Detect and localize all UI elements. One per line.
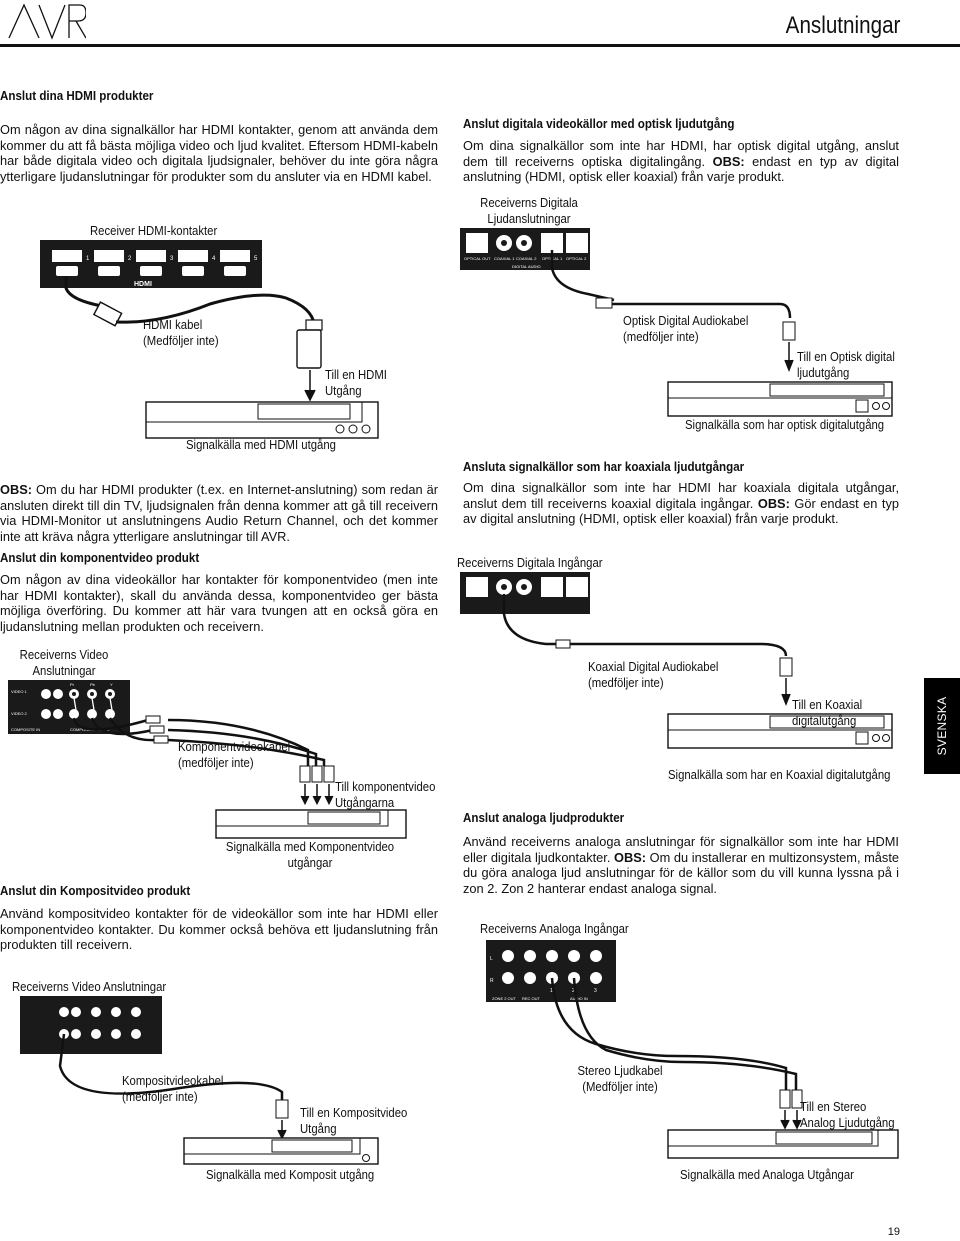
composite-to-label: Till en Kompositvideo Utgång — [300, 1106, 408, 1136]
component-label-component: COMPONENT VIDEO — [70, 727, 110, 732]
composite-heading: Anslut din Kompositvideo produkt — [0, 883, 191, 898]
composite-body: Använd kompositvideo kontakter för de videokällor som inte har HDMI eller komponentvideo kontakter. Du kommer också behöva ett ljudanslutning från produkten till receivern. — [0, 906, 438, 953]
composite-source-label: Signalkälla med Komposit utgång — [206, 1168, 375, 1182]
optical-source-label: Signalkälla som har optisk digitalutgång — [685, 418, 885, 432]
hdmi-port-number-4: 4 — [212, 256, 216, 262]
optical-label-optical1: OPTICAL 1 — [542, 256, 563, 261]
analog-label-l: L — [490, 956, 493, 962]
hdmi-heading: Anslut dina HDMI produkter — [0, 88, 154, 103]
obs-body: Om du har HDMI produkter (t.ex. en Internet-anslutning) som redan är ansluten direkt till din TV, ljudsignalen från denna kommer att gå till receivern via HDMI-Monitor ut anslutningens Audio Return Channel, och det kommer inte att kräva några ytterligare anslutningar till AVR. — [0, 482, 438, 544]
component-label-pr: Pr — [70, 682, 74, 687]
coax-body-b: Gör endast en typ av digital anslutning (HDMI, optisk eller koaxial) från varje produkt. — [463, 495, 900, 527]
analog-source-label: Signalkälla med Analoga Utgångar — [680, 1168, 854, 1182]
header-rule — [0, 44, 960, 47]
component-label-pb: Pb — [90, 682, 95, 687]
language-tab-label: SVENSKA — [935, 696, 949, 756]
composite-fig-receiver-label: Receiverns Video Anslutningar — [12, 980, 167, 994]
analog-label-2: 2 — [572, 988, 575, 994]
optical-label-optical2: OPTICAL 2 — [566, 256, 587, 261]
optical-body — [463, 138, 899, 185]
hdmi-to-label: Till en HDMI Utgång — [325, 368, 387, 398]
hdmi-port-number-2: 2 — [128, 256, 132, 262]
hdmi-port-number-3: 3 — [170, 256, 174, 262]
optical-body-a: Om dina signalkällor som inte har HDMI, har optisk digital utgång, anslut dem till receiverns optiska digitalingång. — [463, 138, 899, 169]
avr-logo — [6, 2, 86, 40]
hdmi-port-number-1: 1 — [86, 256, 90, 262]
component-label-composite: COMPOSITE IN — [11, 727, 41, 732]
obs-note — [0, 482, 438, 544]
coax-body — [463, 480, 899, 527]
analog-label-r: R — [490, 978, 494, 984]
hdmi-port-number-5: 5 — [254, 256, 258, 262]
component-body: Om någon av dina videokällor har kontakter för komponentvideo (men inte har HDMI kontakter), skall du använda dessa, komponentvideo ger bästa möjliga överföring. Du kommer att här vara tvungen att en också göra en ljudanslutning mellan produkten och receivern. — [0, 572, 438, 634]
analog-body — [463, 834, 899, 896]
component-to-label: Till komponentvideo Utgångarna — [335, 780, 436, 810]
page-title: Anslutningar — [785, 12, 900, 39]
analog-fig-receiver-label: Receiverns Analoga Ingångar — [480, 922, 629, 936]
coax-fig-receiver-label: Receiverns Digitala Ingångar — [457, 556, 603, 570]
obs-lead: OBS: — [0, 482, 32, 497]
analog-body-a: Använd receiverns analoga anslutningar för signalkällor som inte har HDMI eller digitala ljudkontakter. — [463, 834, 899, 865]
analog-label-1: 1 — [550, 988, 553, 994]
optical-obs: OBS: — [712, 153, 745, 169]
optical-label-out: OPTICAL OUT — [464, 256, 491, 261]
coax-source-label: Signalkälla som har en Koaxial digitalutgång — [668, 768, 891, 782]
component-heading: Anslut din komponentvideo produkt — [0, 550, 200, 565]
language-tab — [924, 678, 960, 774]
component-label-video2: VIDEO 2 — [11, 711, 27, 716]
component-fig-receiver-label: Receiverns Video Anslutningar — [19, 648, 109, 678]
composite-cable-label: Kompositvideokabel (medföljer inte) — [122, 1074, 224, 1104]
component-cable-label: Komponentvideokabel (medföljer inte) — [178, 740, 291, 770]
hdmi-diagram — [40, 240, 400, 450]
component-label-video1: VIDEO 1 — [11, 689, 27, 694]
optical-body-b: endast en typ av digital anslutning (HDMI, optisk eller koaxial) från varje produkt. — [463, 153, 899, 185]
optical-heading: Anslut digitala videokällor med optisk ljudutgång — [463, 116, 735, 131]
analog-heading: Anslut analoga ljudprodukter — [463, 810, 625, 825]
coax-body-a: Om dina signalkällor som inte har HDMI har koaxiala digitala utgångar, anslut dem till receiverns koaxial digitala ingångar. — [463, 480, 899, 511]
analog-cable-label: Stereo Ljudkabel (Medföljer inte) — [577, 1064, 663, 1094]
hdmi-body: Om någon av dina signalkällor har HDMI kontakter, genom att använda dem kommer du att få bästa möjliga video och ljud kvalitet. Eftersom HDMI-kabeln har både digitala video och digitala ljudsignaler, behöver du inte göra några ytterligare ljudanslutningar för produkter som du ansluter via en HDMI kabel. — [0, 122, 438, 184]
coax-cable-label: Koaxial Digital Audiokabel (medföljer inte) — [588, 660, 719, 690]
analog-body-b: Om du installerar en multizonsystem, måste du göra analoga ljud anslutningar för de källor som du vill kunna lyssna på i zon 2. Zon 2 hanterar endast analoga signal. — [463, 849, 899, 896]
hdmi-cable-label: HDMI kabel (Medföljer inte) — [143, 318, 219, 348]
coax-obs: OBS: — [757, 495, 790, 511]
analog-label-3: 3 — [594, 988, 597, 994]
analog-label-zone2: ZONE 2 OUT — [492, 996, 517, 1001]
optical-label-digital-audio: DIGITAL AUDIO — [512, 264, 541, 269]
analog-to-label: Till en Stereo Analog Ljudutgång — [800, 1100, 895, 1130]
component-source-label: Signalkälla med Komponentvideo utgångar — [225, 840, 395, 870]
optical-fig-receiver-label: Receiverns Digitala Ljudanslutningar — [480, 196, 578, 226]
optical-label-coax2: COAXIAL 2 — [516, 256, 537, 261]
hdmi-panel-logo: HDMI — [134, 281, 152, 288]
hdmi-source-label: Signalkälla med HDMI utgång — [186, 438, 336, 452]
optical-label-coax1: COAXIAL 1 — [494, 256, 515, 261]
analog-label-rec: REC OUT — [522, 996, 540, 1001]
analog-label-audio-in: AUDIO IN — [570, 996, 588, 1001]
optical-cable-label: Optisk Digital Audiokabel (medföljer inte) — [623, 314, 749, 344]
coax-heading: Ansluta signalkällor som har koaxiala ljudutgångar — [463, 459, 745, 474]
hdmi-fig-receiver-label: Receiver HDMI-kontakter — [90, 224, 218, 238]
coax-to-label: Till en Koaxial digitalutgång — [792, 698, 863, 728]
page-number: 19 — [887, 1226, 900, 1238]
optical-to-label: Till en Optisk digital ljudutgång — [797, 350, 895, 380]
analog-obs: OBS: — [614, 849, 647, 865]
component-label-y: Y — [110, 682, 113, 687]
